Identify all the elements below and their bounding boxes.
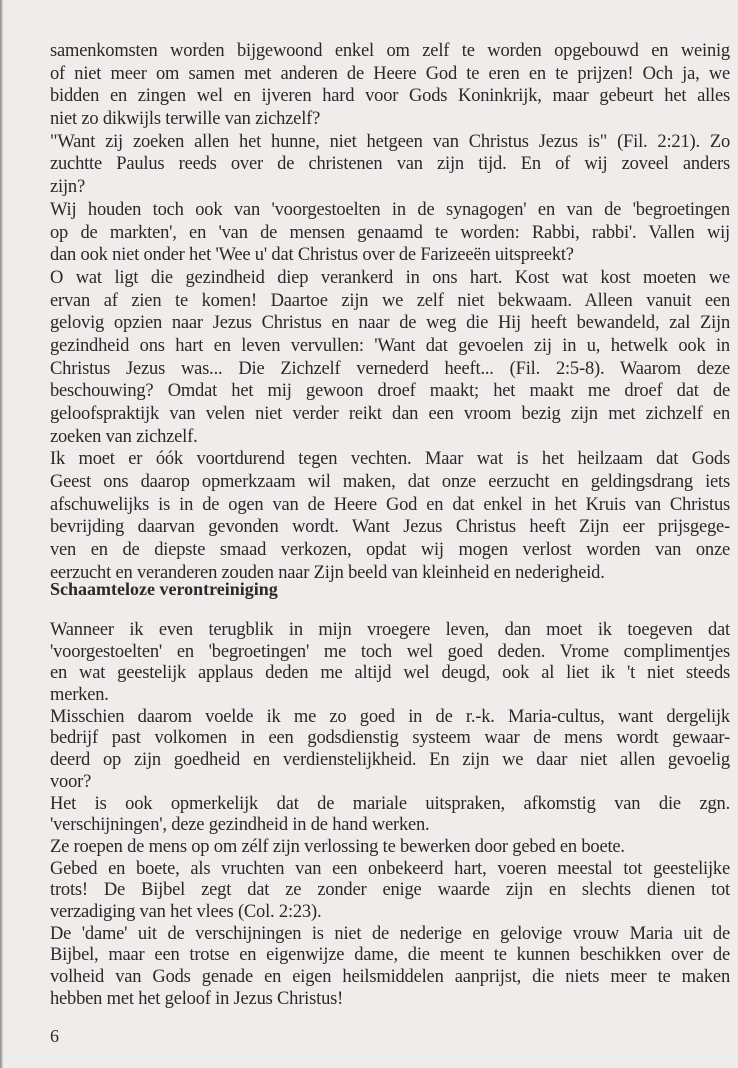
text-line: merken. [50, 685, 109, 706]
text-line: of niet meer om samen met anderen de Heere God te eren en te prijzen! Och ja, we [50, 63, 730, 84]
text-line: Ik moet er óók voortdurend tegen vechten. Maar wat is het heilzaam dat Gods [50, 449, 730, 470]
text-line: beschouwing? Omdat het mij gewoon droef maakt; het maakt me droef dat de [50, 381, 730, 402]
text-line: bedrijf past volkomen in een godsdienstig systeem waar de mens wordt gewaar- [50, 728, 730, 749]
paragraph [50, 924, 730, 1011]
paragraph [50, 40, 730, 131]
text-line: Het is ook opmerkelijk dat de mariale uitspraken, afkomstig van die zgn. [50, 793, 730, 814]
text-line: 'verschijningen', deze gezindheid in de hand werken. [50, 815, 430, 836]
text-line: ven en de diepste smaad verkozen, opdat wij mogen verlost worden van onze [50, 540, 730, 561]
text-line: De 'dame' uit de verschijningen is niet de nederige en gelovige vrouw Maria uit de [50, 923, 730, 944]
body-text-section-1 [50, 40, 730, 585]
text-line: volheid van Gods genade en eigen heilsmiddelen aanprijst, die niets meer te maken [50, 967, 730, 987]
body-text-section-2 [50, 620, 730, 1010]
paragraph [50, 131, 730, 199]
text-line: eerzucht en veranderen zouden naar Zijn beeld van kleinheid en nederigheid. [50, 562, 605, 583]
paragraph [50, 837, 730, 859]
text-line: dan ook niet onder het 'Wee u' dat Christus over de Farizeeën uitspreekt? [50, 245, 574, 266]
text-line: Wij houden toch ook van 'voorgestoelten in de synagogen' en van de 'begroetingen [50, 199, 730, 220]
text-line: Ze roepen de mens op om zélf zijn verlossing te bewerken door gebed en boete. [50, 836, 625, 857]
text-line: zoeken van zichzelf. [50, 426, 198, 447]
text-line: Gebed en boete, als vruchten van een onbekeerd hart, voeren meestal tot geestelijke [50, 858, 730, 879]
text-line: op de markten', en 'van de mensen genaamd te worden: Rabbi, rabbi'. Vallen wij [50, 222, 730, 243]
text-line: bidden en zingen wel en ijveren hard voor Gods Koninkrijk, maar gebeurt het alles [50, 86, 730, 107]
text-line: Bijbel, maar een trotse en eigenwijze dame, die meent te kunnen beschikken over de [50, 945, 730, 966]
text-line: gelovig opzien naar Jezus Christus en naar de weg die Hij heeft bewandeld, zal Zijn [50, 313, 730, 334]
page-number: 6 [50, 1026, 59, 1046]
text-line: Christus Jezus was... Die Zichzelf vernederd heeft... (Fil. 2:5-8). Waarom deze [50, 358, 730, 379]
paragraph [50, 794, 730, 837]
text-line: 'voorgestoelten' en 'begroetingen' me toch wel goed deden. Vrome complimentjes [50, 641, 730, 662]
text-line: trots! De Bijbel zegt dat ze zonder enige waarde zijn en slechts dienen tot [50, 880, 730, 901]
text-line: afschuwelijks is in de ogen van de Heere God en dat enkel in het Kruis van Christus [50, 494, 730, 515]
book-spine-edge [0, 0, 3, 1068]
paragraph [50, 267, 730, 449]
text-line: zuchtte Paulus reeds over de christenen van zijn tijd. En of wij zoveel anders [50, 154, 730, 175]
text-line: en wat geestelijk applaus deden me altijd wel deugd, ook al liet ik 't niet steeds [50, 663, 730, 684]
text-line: Wanneer ik even terugblik in mijn vroegere leven, dan moet ik toegeven dat [50, 620, 730, 640]
text-line: Misschien daarom voelde ik me zo goed in de r.-k. Maria-cultus, want dergelijk [50, 706, 730, 727]
text-line: bevrijding daarvan gevonden wordt. Want Jezus Christus heeft Zijn eer prijsgege- [50, 517, 730, 538]
text-line: niet zo dikwijls terwille van zichzelf? [50, 109, 321, 130]
text-line: samenkomsten worden bijgewoond enkel om zelf te worden opgebouwd en weinig [50, 41, 730, 61]
text-line: O wat ligt die gezindheid diep verankerd in ons hart. Kost wat kost moeten we [50, 267, 730, 288]
text-line: hebben met het geloof in Jezus Christus! [50, 988, 344, 1009]
paragraph [50, 448, 730, 584]
paragraph [50, 707, 730, 794]
paragraph [50, 859, 730, 924]
text-line: gezindheid ons hart en leven vervullen: 'Want dat gevoelen zij in u, hetwelk ook in [50, 335, 730, 356]
text-line: voor? [50, 771, 92, 792]
paragraph [50, 620, 730, 707]
paragraph [50, 199, 730, 267]
text-line: Geest ons daarop opmerkzaam wil maken, dat onze eerzucht en geldingsdrang iets [50, 472, 730, 493]
text-line: verzadiging van het vlees (Col. 2:23). [50, 901, 322, 922]
text-line: ervan af zien te komen! Daartoe zijn we zelf niet bekwaam. Alleen vanuit een [50, 290, 730, 311]
text-line: "Want zij zoeken allen het hunne, niet hetgeen van Christus Jezus is" (Fil. 2:21). Zo [50, 131, 730, 152]
text-line: deerd op zijn goedheid en verdienstelijkheid. En zijn we daar niet allen gevoelig [50, 750, 730, 771]
section-heading: Schaamteloze verontreiniging [50, 579, 278, 599]
text-line: zijn? [50, 177, 85, 198]
text-line: geloofspraktijk van velen niet verder reikt dan een vroom bezig zijn met zichzelf en [50, 404, 730, 424]
